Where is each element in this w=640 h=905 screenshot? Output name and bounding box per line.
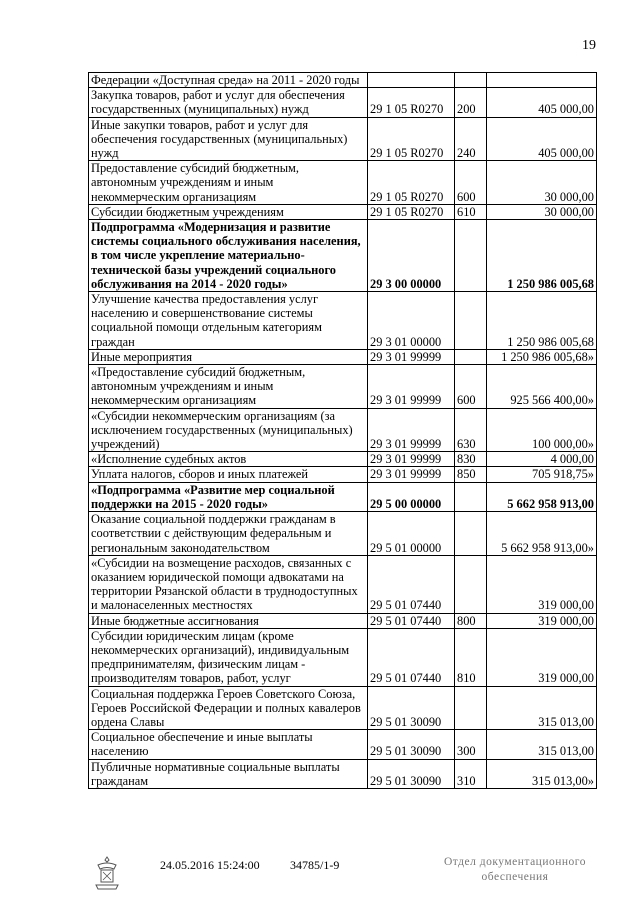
cell-code: 29 5 01 07440	[368, 555, 455, 613]
table-row	[89, 555, 597, 613]
cell-name: Иные бюджетные ассигнования	[89, 613, 368, 628]
table-row	[89, 365, 597, 409]
table-row	[89, 88, 597, 117]
cell-type: 600	[455, 161, 487, 205]
cell-sum: 405 000,00	[487, 117, 597, 161]
cell-code: 29 5 01 30090	[368, 730, 455, 759]
cell-sum: 315 013,00	[487, 686, 597, 730]
page-number: 19	[582, 38, 596, 53]
cell-type: 830	[455, 452, 487, 467]
cell-type: 610	[455, 204, 487, 219]
cell-sum: 405 000,00	[487, 88, 597, 117]
cell-sum: 1 250 986 005,68	[487, 220, 597, 292]
cell-type	[455, 686, 487, 730]
cell-name: Иные мероприятия	[89, 349, 368, 364]
footer-doc-number: 34785/1-9	[290, 858, 340, 872]
cell-type: 850	[455, 467, 487, 482]
cell-sum: 705 918,75»	[487, 467, 597, 482]
cell-name: «Предоставление субсидий бюджетным, автономным учреждениям и иным некоммерческим организациям	[89, 365, 368, 409]
cell-sum: 315 013,00	[487, 730, 597, 759]
cell-code: 29 5 01 07440	[368, 628, 455, 686]
cell-type	[455, 292, 487, 350]
cell-type: 200	[455, 88, 487, 117]
cell-name: «Субсидии некоммерческим организациям (за исключением государственных (муниципальных) учреждений)	[89, 408, 368, 452]
table-row	[89, 628, 597, 686]
cell-code: 29 1 05 R0270	[368, 161, 455, 205]
cell-name: Подпрограмма «Модернизация и развитие системы социального обслуживания населения, в том числе укрепление материально-технической базы учреждений социального обслуживания на 2014 - 2020 годы»	[89, 220, 368, 292]
cell-type: 300	[455, 730, 487, 759]
footer-department-stamp	[440, 855, 590, 885]
table-row	[89, 613, 597, 628]
table-row	[89, 467, 597, 482]
cell-sum: 5 662 958 913,00»	[487, 512, 597, 556]
cell-code: 29 3 01 99999	[368, 467, 455, 482]
cell-name: Улучшение качества предоставления услуг населению и совершенствование системы социальной помощи отдельным категориям граждан	[89, 292, 368, 350]
cell-type: 800	[455, 613, 487, 628]
cell-code: 29 5 01 30090	[368, 759, 455, 788]
cell-type: 310	[455, 759, 487, 788]
cell-type	[455, 220, 487, 292]
cell-sum: 925 566 400,00»	[487, 365, 597, 409]
table-row	[89, 117, 597, 161]
cell-sum: 1 250 986 005,68»	[487, 349, 597, 364]
cell-code	[368, 73, 455, 88]
cell-sum: 5 662 958 913,00	[487, 482, 597, 511]
table-row	[89, 204, 597, 219]
cell-name: Уплата налогов, сборов и иных платежей	[89, 467, 368, 482]
table-row	[89, 512, 597, 556]
cell-sum: 100 000,00»	[487, 408, 597, 452]
cell-type: 810	[455, 628, 487, 686]
cell-code: 29 3 01 99999	[368, 365, 455, 409]
table-row	[89, 161, 597, 205]
table-row	[89, 686, 597, 730]
cell-sum: 319 000,00	[487, 555, 597, 613]
cell-sum: 315 013,00»	[487, 759, 597, 788]
cell-code: 29 5 01 30090	[368, 686, 455, 730]
cell-name: Публичные нормативные социальные выплаты гражданам	[89, 759, 368, 788]
table-row	[89, 292, 597, 350]
cell-name: «Подпрограмма «Развитие мер социальной поддержки на 2015 - 2020 годы»	[89, 482, 368, 511]
cell-type	[455, 349, 487, 364]
cell-sum: 319 000,00	[487, 628, 597, 686]
cell-type	[455, 73, 487, 88]
table-row	[89, 73, 597, 88]
cell-name: Федерации «Доступная среда» на 2011 - 2020 годы	[89, 73, 368, 88]
budget-table	[88, 72, 597, 789]
table-row	[89, 220, 597, 292]
cell-code: 29 3 01 99999	[368, 452, 455, 467]
coat-of-arms-icon	[92, 855, 122, 891]
cell-name: Субсидии юридическим лицам (кроме некоммерческих организаций), индивидуальным предпринимателям, физическим лицам - производителям товаров, работ, услуг	[89, 628, 368, 686]
cell-name: Закупка товаров, работ и услуг для обеспечения государственных (муниципальных) нужд	[89, 88, 368, 117]
cell-code: 29 1 05 R0270	[368, 204, 455, 219]
cell-code: 29 3 01 00000	[368, 292, 455, 350]
table-row	[89, 482, 597, 511]
cell-type: 630	[455, 408, 487, 452]
cell-type	[455, 482, 487, 511]
page-footer	[0, 855, 640, 895]
cell-sum: 1 250 986 005,68	[487, 292, 597, 350]
cell-code: 29 3 01 99999	[368, 349, 455, 364]
cell-name: «Субсидии на возмещение расходов, связанных с оказанием юридической помощи адвокатами на территории Рязанской области в труднодоступных и малонаселенных местностях	[89, 555, 368, 613]
cell-code: 29 3 01 99999	[368, 408, 455, 452]
cell-type: 600	[455, 365, 487, 409]
table-row	[89, 759, 597, 788]
cell-code: 29 5 01 00000	[368, 512, 455, 556]
cell-sum: 30 000,00	[487, 161, 597, 205]
table-row	[89, 408, 597, 452]
cell-type	[455, 555, 487, 613]
cell-sum	[487, 73, 597, 88]
cell-name: Оказание социальной поддержки гражданам в соответствии с действующим федеральным и региональным законодательством	[89, 512, 368, 556]
cell-name: Иные закупки товаров, работ и услуг для обеспечения государственных (муниципальных) нужд	[89, 117, 368, 161]
cell-code: 29 3 00 00000	[368, 220, 455, 292]
footer-dept-line2: обеспечения	[481, 871, 549, 883]
cell-name: «Исполнение судебных актов	[89, 452, 368, 467]
cell-sum: 30 000,00	[487, 204, 597, 219]
cell-name: Социальное обеспечение и иные выплаты населению	[89, 730, 368, 759]
cell-name: Социальная поддержка Героев Советского Союза, Героев Российской Федерации и полных кавалеров ордена Славы	[89, 686, 368, 730]
cell-sum: 4 000,00	[487, 452, 597, 467]
budget-table-body	[89, 73, 597, 789]
cell-code: 29 1 05 R0270	[368, 117, 455, 161]
cell-code: 29 1 05 R0270	[368, 88, 455, 117]
cell-name: Предоставление субсидий бюджетным, автономным учреждениям и иным некоммерческим организациям	[89, 161, 368, 205]
footer-date: 24.05.2016 15:24:00	[160, 858, 260, 872]
table-row	[89, 730, 597, 759]
cell-code: 29 5 00 00000	[368, 482, 455, 511]
cell-code: 29 5 01 07440	[368, 613, 455, 628]
cell-sum: 319 000,00	[487, 613, 597, 628]
table-row	[89, 349, 597, 364]
footer-dept-line1: Отдел документационного	[444, 856, 586, 868]
cell-type: 240	[455, 117, 487, 161]
cell-type	[455, 512, 487, 556]
table-row	[89, 452, 597, 467]
cell-name: Субсидии бюджетным учреждениям	[89, 204, 368, 219]
